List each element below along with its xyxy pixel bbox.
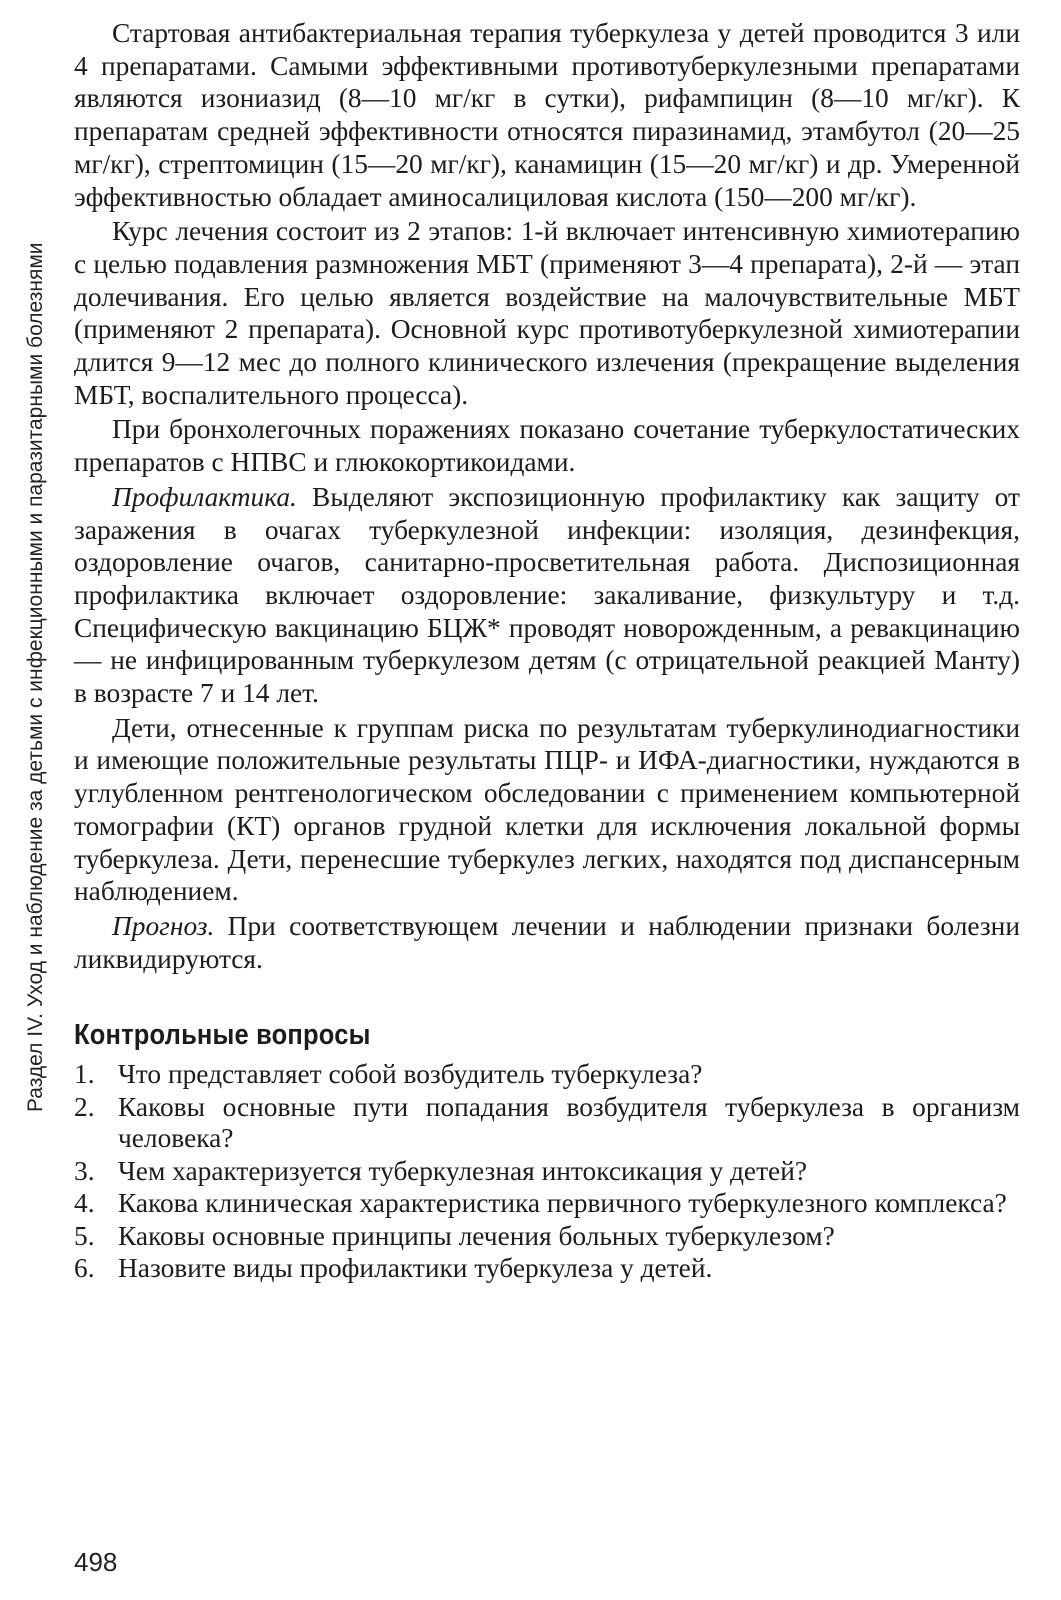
question-number: 6. — [74, 1253, 95, 1284]
question-text: Каковы основные принципы лечения больных туберкулезом? — [118, 1220, 835, 1251]
question-number: 2. — [74, 1091, 95, 1122]
section-title: Контрольные вопросы — [74, 1019, 371, 1052]
list-item — [74, 1221, 1020, 1253]
list-item — [74, 1253, 1020, 1285]
page-number: 498 — [74, 1547, 118, 1577]
paragraph-text: Стартовая антибактериальная терапия туберкулеза у детей проводится 3 или 4 препаратами. Самыми эффективными противотуберкулезными препаратами являются изониазид (8—10 мг/кг в сутки), рифампицин (8—10 мг/кг). К препаратам средней эффективности относятся пиразинамид, этамбутол (20—25 мг/кг), стрептомицин (15—20 мг/кг), канамицин (15—20 мг/кг) и др. Умеренной эффективностью обладает аминосалициловая кислота (150—200 мг/кг). — [74, 18, 1020, 212]
list-item — [74, 1188, 1020, 1220]
page-body — [74, 17, 1020, 1286]
question-number: 3. — [74, 1155, 95, 1186]
question-number: 5. — [74, 1220, 95, 1251]
list-item — [74, 1059, 1020, 1091]
question-text: Что представляет собой возбудитель туберкулеза? — [118, 1059, 703, 1090]
paragraph-prophylaxis — [74, 481, 1020, 710]
paragraph-text: При бронхолегочных поражениях показано сочетание туберкулостатических препаратов с НПВС и глюкокортикоидами. — [74, 414, 1020, 478]
paragraph-starting-therapy — [74, 17, 1020, 213]
list-item — [74, 1156, 1020, 1188]
list-item — [74, 1092, 1020, 1155]
paragraph-text: Выделяют экспозиционную профилактику как защиту от заражения в очагах туберкулезной инфекции: изоляция, дезинфекция, оздоровление очагов, санитарно-просветительная работа. Диспозиционная профилактика включает оздоровление: закаливание, физкультуру и т.д. Специфическую вакцинацию БЦЖ* проводят новорожденным, а ревакцинацию — не инфицированным туберкулезом детям (с отрицательной реакцией Манту) в возрасте 7 и 14 лет. — [74, 481, 1020, 709]
paragraph-prognosis — [74, 910, 1020, 975]
question-text: Каковы основные пути попадания возбудителя туберкулеза в организм человека? — [118, 1091, 1020, 1154]
question-number: 4. — [74, 1188, 95, 1219]
paragraph-lead-prognosis: Прогноз. — [112, 910, 215, 941]
paragraph-lead-prophylaxis: Профилактика. — [112, 481, 297, 512]
paragraph-text: При соответствующем лечении и наблюдении признаки болезни ликвидируются. — [74, 910, 1020, 974]
questions-list — [74, 1059, 1020, 1285]
running-header: Раздел IV. Уход и наблюдение за детьми с инфекционными и паразитарными болезнями — [24, 242, 47, 1112]
paragraph-treatment-course — [74, 215, 1020, 411]
paragraph-text: Курс лечения состоит из 2 этапов: 1-й включает интенсивную химиотерапию с целью подавления размножения МБТ (применяют 3—4 препарата), 2-й — этап долечивания. Его целью является воздействие на малочувствительные МБТ (применяют 2 препарата). Основной курс противотуберкулезной химиотерапии длится 9—12 мес до полного клинического излечения (прекращение выделения МБТ, воспалительного процесса). — [74, 216, 1020, 410]
question-number: 1. — [74, 1059, 95, 1090]
paragraph-text: Дети, отнесенные к группам риска по результатам туберкулинодиагностики и имеющие положительные результаты ПЦР- и ИФА-диагностики, нуждаются в углубленном рентгенологическом обследовании с применением компьютерной томографии (КТ) органов грудной клетки для исключения локальной формы туберкулеза. Дети, перенесшие туберкулез легких, находятся под диспансерным наблюдением. — [74, 712, 1020, 907]
paragraph-risk-groups — [74, 712, 1020, 908]
question-text: Какова клиническая характеристика первичного туберкулезного комплекса? — [118, 1188, 1007, 1219]
paragraph-bronchopulmonary — [74, 413, 1020, 478]
question-text: Назовите виды профилактики туберкулеза у детей. — [118, 1253, 713, 1284]
question-text: Чем характеризуется туберкулезная интоксикация у детей? — [118, 1155, 808, 1186]
